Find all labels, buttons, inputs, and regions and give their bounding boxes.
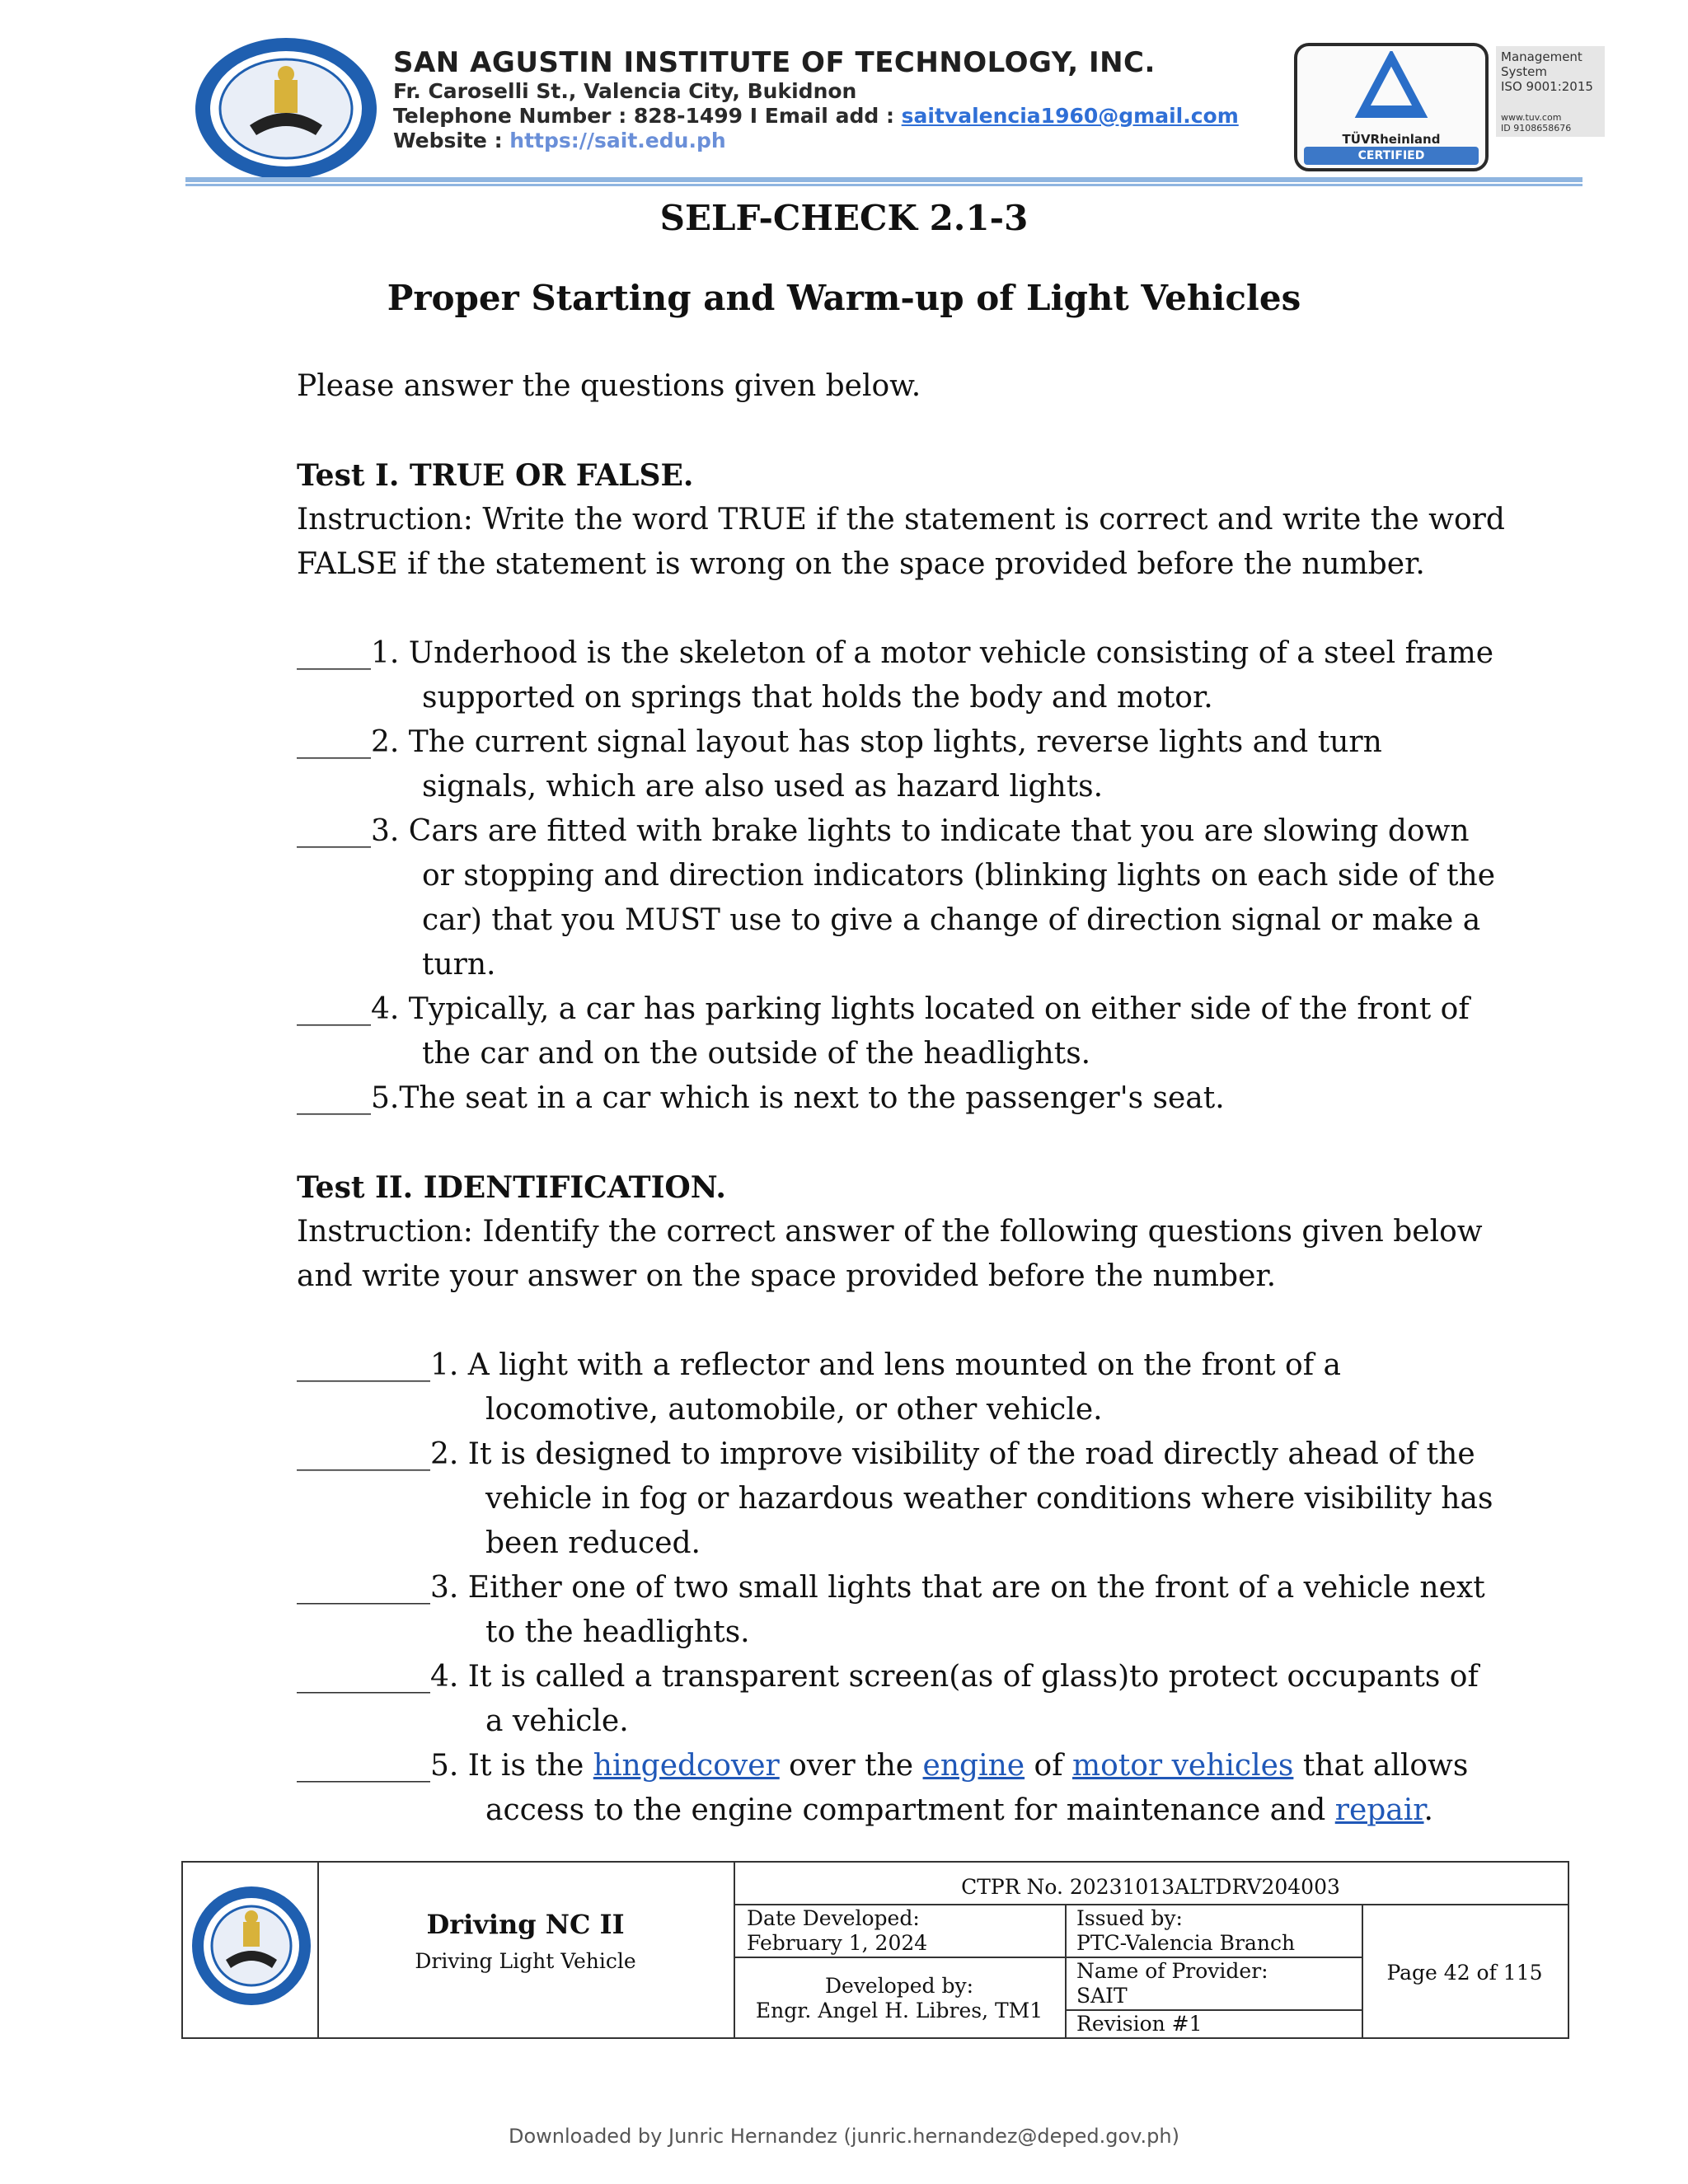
- page-title: SELF-CHECK 2.1-3: [659, 198, 1029, 238]
- download-note: Downloaded by Junric Hernandez (junric.hernandez@deped.gov.ph): [509, 2125, 1179, 2148]
- item-text: Cars are fitted with brake lights to indicate that you are slowing down: [408, 814, 1470, 848]
- item-text: .: [1423, 1793, 1433, 1827]
- item-number: 1.: [430, 1348, 468, 1382]
- item-number: 4.: [371, 992, 409, 1026]
- item-text-cont: turn.: [422, 948, 496, 982]
- item-text: The seat in a car which is next to the passenger's seat.: [399, 1081, 1225, 1115]
- test2-instruction-line-1: Instruction: Identify the correct answer of the following questions given below: [297, 1215, 1483, 1249]
- item-text: A light with a reflector and lens mounted on the front of a: [467, 1348, 1341, 1382]
- institute-seal-logo: [190, 1884, 313, 2008]
- item-text-cont: car) that you MUST use to give a change of direction signal or make a: [422, 903, 1481, 937]
- item-text: that allows: [1293, 1749, 1469, 1783]
- page-subtitle: Proper Starting and Warm-up of Light Vehicles: [387, 278, 1301, 318]
- iso-line-5: ID 9108658676: [1501, 123, 1572, 134]
- tuv-certified-label: CERTIFIED: [1304, 147, 1479, 165]
- item-text: access to the engine compartment for maintenance and: [485, 1793, 1335, 1827]
- item-text: Either one of two small lights that are on the front of a vehicle next: [467, 1571, 1485, 1605]
- engine-link[interactable]: engine: [922, 1749, 1025, 1783]
- website-label: Website :: [393, 129, 510, 152]
- item-text-cont: been reduced.: [485, 1526, 701, 1560]
- date-developed-value: February 1, 2024: [747, 1931, 928, 1955]
- page-number: Page 42 of 115: [1386, 1961, 1543, 1985]
- institute-name: SAN AGUSTIN INSTITUTE OF TECHNOLOGY, INC.: [393, 46, 1156, 79]
- item-number: 5.: [371, 1081, 400, 1115]
- motor-vehicles-link[interactable]: motor vehicles: [1071, 1749, 1294, 1783]
- item-text: of: [1025, 1749, 1072, 1783]
- item-number: 3.: [371, 814, 409, 848]
- triangle-icon: [1297, 51, 1485, 125]
- iso-line-4: www.tuv.com: [1501, 112, 1562, 123]
- test1-instruction-line-1: Instruction: Write the word TRUE if the statement is correct and write the word: [297, 503, 1505, 537]
- test2-item-1: [297, 1343, 1582, 1432]
- item-text: It is the: [467, 1749, 593, 1783]
- tuv-certification-badge: [1294, 43, 1489, 171]
- answer-blank[interactable]: _____: [297, 725, 371, 759]
- item-text: Underhood is the skeleton of a motor vehicle consisting of a steel frame: [408, 636, 1494, 670]
- test1-item-1: [297, 631, 1582, 720]
- test1-item-2: [297, 720, 1582, 809]
- institute-contact: [393, 104, 1239, 129]
- item-text-cont: the car and on the outside of the headlights.: [422, 1037, 1091, 1071]
- item-text-cont: signals, which are also used as hazard lights.: [422, 770, 1104, 804]
- item-text: It is called a transparent screen(as of glass)to protect occupants of: [467, 1660, 1479, 1694]
- test1-heading: Test I. TRUE OR FALSE.: [297, 458, 694, 493]
- test2-instruction: [297, 1210, 1582, 1299]
- item-number: 2.: [430, 1437, 468, 1471]
- test2-item-4: [297, 1655, 1582, 1744]
- letterhead: [185, 35, 1593, 195]
- email-link[interactable]: saitvalencia1960@gmail.com: [901, 104, 1239, 128]
- test1-instruction-line-2: FALSE if the statement is wrong on the space provided before the number.: [297, 547, 1425, 581]
- test1-item-4: [297, 987, 1582, 1076]
- item-text-cont: supported on springs that holds the body and motor.: [422, 681, 1213, 715]
- test2-item-5: [297, 1744, 1582, 1833]
- answer-blank[interactable]: _________: [297, 1437, 430, 1471]
- answer-blank[interactable]: _________: [297, 1749, 430, 1783]
- header-divider-thin: [185, 184, 1582, 186]
- provider-value: SAIT: [1076, 1984, 1128, 2008]
- intro-text: Please answer the questions given below.: [297, 369, 921, 403]
- module-title: Driving Light Vehicle: [415, 1949, 636, 1973]
- item-text: over the: [779, 1749, 923, 1783]
- item-number: 2.: [371, 725, 409, 759]
- item-number: 1.: [371, 636, 409, 670]
- item-number: 3.: [430, 1571, 468, 1605]
- answer-blank[interactable]: _________: [297, 1660, 430, 1694]
- institute-website: [393, 129, 1239, 153]
- answer-blank[interactable]: _____: [297, 814, 371, 848]
- test1-item-5: [297, 1076, 1582, 1121]
- document-footer-table: [181, 1861, 1569, 2039]
- answer-blank[interactable]: _____: [297, 1081, 371, 1115]
- institute-info: [393, 46, 1239, 153]
- issued-by-value: PTC-Valencia Branch: [1076, 1931, 1296, 1955]
- item-text: Typically, a car has parking lights located on either side of the front of: [408, 992, 1470, 1026]
- item-text-cont: to the headlights.: [485, 1615, 750, 1649]
- item-text-cont: vehicle in fog or hazardous weather conditions where visibility has: [485, 1482, 1493, 1516]
- item-text: It is designed to improve visibility of the road directly ahead of the: [467, 1437, 1475, 1471]
- developed-by-label: Developed by:: [824, 1974, 974, 1998]
- course-title: Driving NC II: [426, 1909, 625, 1940]
- iso-line-2: System: [1501, 64, 1547, 79]
- test1-instruction: [297, 498, 1582, 587]
- test1-item-3: [297, 809, 1582, 987]
- item-text-cont: a vehicle.: [485, 1704, 629, 1738]
- date-developed-label: Date Developed:: [747, 1906, 920, 1930]
- item-text-cont: [297, 1788, 1582, 1833]
- tuv-name: TÜVRheinland: [1342, 132, 1441, 147]
- developed-by-value: Engr. Angel H. Libres, TM1: [755, 1999, 1043, 2022]
- website-link[interactable]: https://sait.edu.ph: [509, 129, 726, 152]
- iso-line-1: Management: [1501, 49, 1582, 64]
- iso-line-3: ISO 9001:2015: [1501, 79, 1593, 94]
- item-number: 5.: [430, 1749, 468, 1783]
- answer-blank[interactable]: _________: [297, 1348, 430, 1382]
- ctpr-number: CTPR No. 20231013ALTDRV204003: [961, 1875, 1340, 1899]
- item-number: 4.: [430, 1660, 468, 1694]
- phone-text: Telephone Number : 828-1499 I Email add :: [393, 104, 902, 128]
- revision-number: Revision #1: [1076, 2012, 1203, 2036]
- institute-seal-logo: [192, 35, 380, 183]
- header-divider: [185, 177, 1582, 182]
- repair-link[interactable]: repair: [1334, 1793, 1424, 1827]
- test2-item-3: [297, 1566, 1582, 1655]
- provider-label: Name of Provider:: [1076, 1959, 1268, 1983]
- divider: [1065, 1904, 1067, 2037]
- issued-by-label: Issued by:: [1076, 1906, 1183, 1930]
- test2-item-2: [297, 1432, 1582, 1566]
- answer-blank[interactable]: _____: [297, 636, 371, 670]
- hingedcover-link[interactable]: hingedcover: [593, 1749, 780, 1783]
- item-text-cont: locomotive, automobile, or other vehicle.: [485, 1393, 1103, 1427]
- test2-heading: Test II. IDENTIFICATION.: [297, 1170, 726, 1205]
- iso-info: [1496, 46, 1605, 137]
- item-text-cont: or stopping and direction indicators (blinking lights on each side of the: [422, 859, 1496, 893]
- divider: [734, 1957, 1065, 1958]
- answer-blank[interactable]: _____: [297, 992, 371, 1026]
- institute-address: Fr. Caroselli St., Valencia City, Bukidnon: [393, 79, 857, 103]
- test2-instruction-line-2: and write your answer on the space provided before the number.: [297, 1259, 1277, 1293]
- answer-blank[interactable]: _________: [297, 1571, 430, 1605]
- item-text: The current signal layout has stop lights, reverse lights and turn: [408, 725, 1382, 759]
